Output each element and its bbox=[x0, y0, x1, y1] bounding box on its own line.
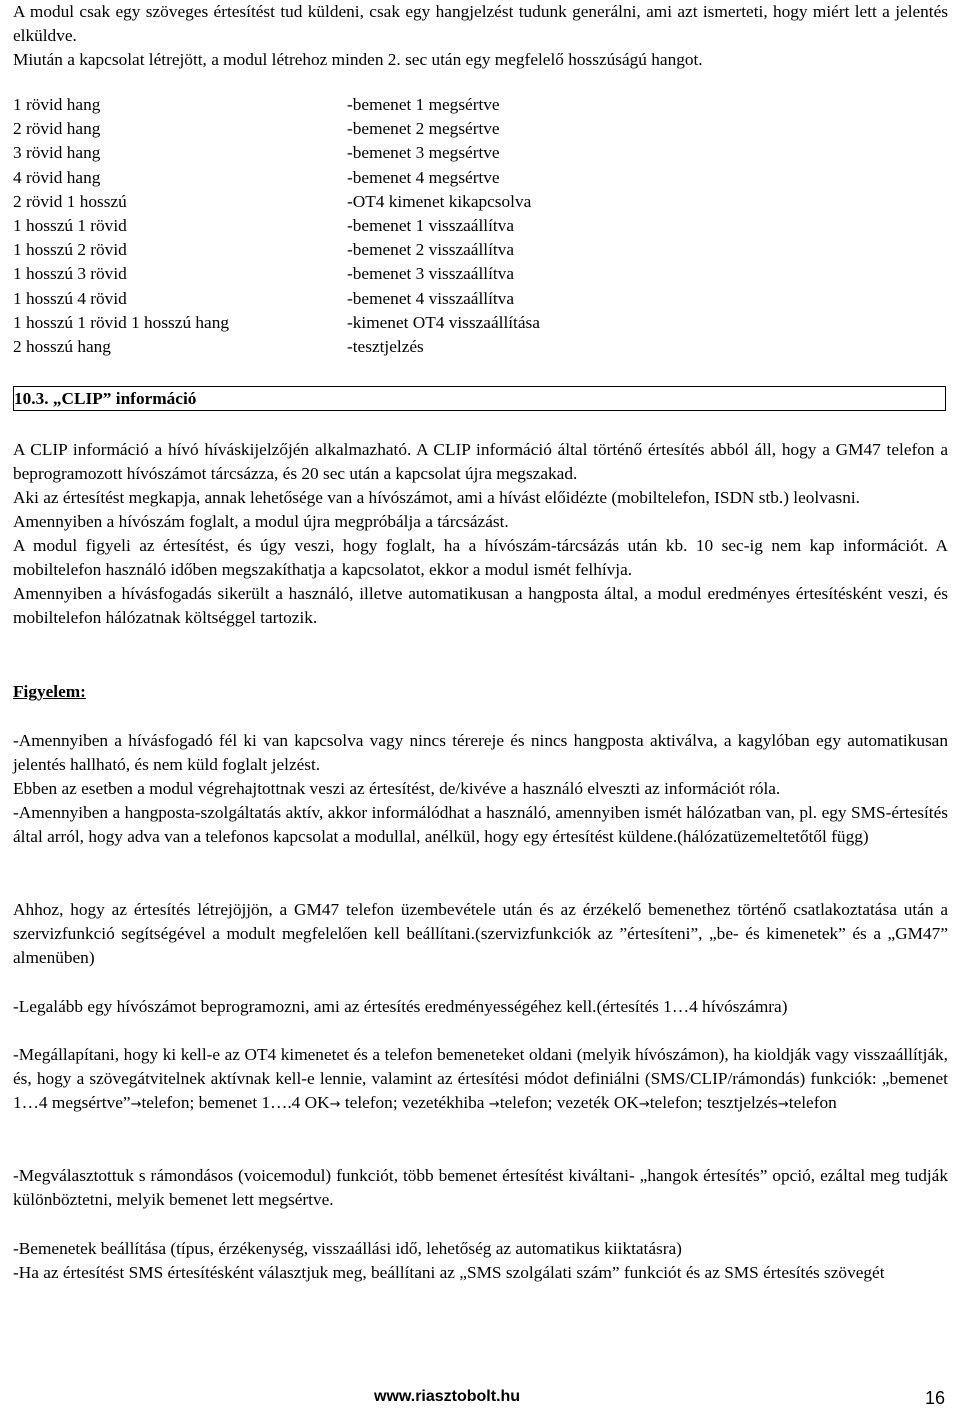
signal-row bbox=[13, 141, 948, 165]
signal-row bbox=[13, 238, 948, 262]
setup-paragraph-3 bbox=[13, 1043, 948, 1117]
signal-pattern: 2 rövid 1 hosszú bbox=[13, 191, 127, 211]
signal-meaning: -bemenet 2 visszaállítva bbox=[347, 240, 514, 260]
signal-row bbox=[13, 166, 948, 190]
footer-website-link[interactable]: www.riasztobolt.hu bbox=[374, 1388, 521, 1405]
signal-pattern: 1 hosszú 1 rövid bbox=[13, 215, 127, 235]
setup-paragraph-3-block bbox=[13, 1043, 948, 1117]
setup-paragraph-5: -Bemenetek beállítása (típus, érzékenység, visszaállási idő, lehetőség az automatikus kiiktatásra) bbox=[13, 1239, 682, 1258]
intro-text bbox=[13, 0, 948, 72]
setup-p3-text-d: telefon; vezeték OK bbox=[499, 1093, 639, 1112]
setup-paragraph-2: -Legalább egy hívószámot beprogramozni, ami az értesítés eredményességéhez kell.(értesítés 1…4 hívószámra) bbox=[13, 997, 788, 1016]
signal-meaning: -bemenet 1 megsértve bbox=[347, 95, 500, 114]
intro-line-2: Miután a kapcsolat létrejött, a modul létrehoz minden 2. sec után egy megfelelő hosszúságú hangot. bbox=[13, 50, 703, 69]
intro-line-1: A modul csak egy szöveges értesítést tud küldeni, csak egy hangjelzést tudunk generálni, ami azt ismerteti, hogy miért lett a jelentés elküldve. bbox=[13, 2, 948, 45]
signal-pattern: 1 hosszú 3 rövid bbox=[13, 264, 127, 284]
signal-pattern: 1 hosszú 1 rövid 1 hosszú hang bbox=[13, 312, 229, 332]
signal-meaning: -bemenet 3 megsértve bbox=[347, 143, 500, 163]
setup-paragraph-1-block bbox=[13, 898, 948, 970]
signal-meaning: -OT4 kimenet kikapcsolva bbox=[347, 191, 532, 211]
setup-paragraph-6: -Ha az értesítést SMS értesítésként választjuk meg, beállítani az „SMS szolgálati szám” funkciót és az SMS értesítés szövegét bbox=[13, 1263, 885, 1282]
signal-meaning: -bemenet 3 visszaállítva bbox=[347, 264, 514, 284]
signal-meaning: -tesztjelzés bbox=[347, 336, 424, 356]
signal-row bbox=[13, 214, 948, 238]
page-number: 16 bbox=[925, 1388, 946, 1408]
section-heading: 10.3. „CLIP” információ bbox=[13, 386, 946, 411]
setup-p3-text-c: telefon; vezetékhiba bbox=[344, 1093, 489, 1112]
signal-row bbox=[13, 287, 948, 311]
setup-p3-text-f: telefon bbox=[788, 1093, 837, 1112]
signal-row bbox=[13, 117, 948, 141]
signal-meaning: -bemenet 4 visszaállítva bbox=[347, 288, 514, 308]
setup-p3-text-e: telefon; tesztjelzés bbox=[649, 1093, 778, 1112]
figyelem-heading: Figyelem: bbox=[13, 682, 86, 701]
figyelem-paragraph-2: Ebben az esetben a modul végrehajtottnak veszi az értesítést, de/kivéve a használó elveszti az információt róla. bbox=[13, 779, 781, 798]
clip-paragraph-3: Amennyiben a hívószám foglalt, a modul újra megpróbálja a tárcsázást. bbox=[13, 512, 509, 531]
signal-meaning: -bemenet 2 megsértve bbox=[347, 119, 500, 139]
signal-pattern: 3 rövid hang bbox=[13, 143, 101, 163]
signal-row bbox=[13, 93, 948, 117]
signal-pattern: 2 hosszú hang bbox=[13, 336, 111, 356]
clip-paragraph-1: A CLIP információ a hívó híváskijelzőjén alkalmazható. A CLIP információ által történő értesítés abból áll, hogy a GM47 telefon a beprogramozott hívószámot tárcsázza, és 20 sec után a kapcsolat újra megszakad. bbox=[13, 440, 948, 483]
arrow-icon: → bbox=[488, 1097, 500, 1112]
figyelem-title bbox=[13, 680, 948, 704]
clip-paragraph-5: Amennyiben a hívásfogadás sikerült a használó, illetve automatikusan a hangposta által, a modul eredményes értesítésként veszi, és mobiltelefon hálózatnak költséggel tartozik. bbox=[13, 584, 948, 627]
signal-meaning: -kimenet OT4 visszaállítása bbox=[347, 312, 540, 332]
setup-p3-text-b: telefon; bemenet 1….4 OK bbox=[141, 1093, 330, 1112]
arrow-icon: → bbox=[777, 1097, 789, 1112]
setup-paragraph-4-block bbox=[13, 1164, 948, 1212]
signal-meaning: -bemenet 4 megsértve bbox=[347, 167, 500, 187]
signal-row bbox=[13, 190, 948, 214]
signal-pattern: 4 rövid hang bbox=[13, 167, 101, 187]
clip-paragraph-4: A modul figyeli az értesítést, és úgy veszi, hogy foglalt, ha a hívószám-tárcsázás után kb. 10 sec-ig nem kap információt. A mobiltelefon használó időben megszakíthatja a kapcsolatot, ekkor a modul ismét felhívja. bbox=[13, 536, 948, 579]
setup-paragraph-1: Ahhoz, hogy az értesítés létrejöjjön, a GM47 telefon üzembevétele után és az érzékelő bemenethez történő csatlakoztatása után a szervizfunkció segítségével a modult megfelelően kell beállítani.(szervizfunkciók az ”értesíteni”, „be- és kimenetek” és a „GM47” almenüben) bbox=[13, 900, 948, 967]
setup-paragraph-4: -Megválasztottuk s rámondásos (voicemodul) funkciót, több bemenet értesítést kiváltani- „hangok értesítés” opció, ezáltal meg tudják különböztetni, melyik bemenet lett megsértve. bbox=[13, 1166, 948, 1209]
figyelem-body bbox=[13, 729, 948, 849]
signal-row bbox=[13, 335, 948, 359]
signal-pattern: 2 rövid hang bbox=[13, 119, 101, 139]
setup-paragraph-5-block bbox=[13, 1237, 948, 1285]
setup-paragraph-2-block bbox=[13, 995, 948, 1019]
signal-pattern: 1 hosszú 2 rövid bbox=[13, 240, 127, 260]
signal-row bbox=[13, 262, 948, 286]
signal-table bbox=[13, 93, 948, 359]
signal-row bbox=[13, 311, 948, 335]
arrow-icon: → bbox=[130, 1097, 142, 1112]
signal-pattern: 1 rövid hang bbox=[13, 95, 101, 114]
clip-section-body bbox=[13, 438, 948, 630]
arrow-icon: → bbox=[329, 1097, 341, 1112]
clip-paragraph-2: Aki az értesítést megkapja, annak lehetősége van a hívószámot, ami a hívást előidézte (mobiltelefon, ISDN stb.) leolvasni. bbox=[13, 488, 861, 507]
signal-pattern: 1 hosszú 4 rövid bbox=[13, 288, 127, 308]
arrow-icon: → bbox=[638, 1097, 650, 1112]
figyelem-paragraph-1: -Amennyiben a hívásfogadó fél ki van kapcsolva vagy nincs térereje és nincs hangposta aktiválva, a kagylóban egy automatikusan jelentés hallható, és nem küld foglalt jelzést. bbox=[13, 731, 948, 774]
figyelem-paragraph-3: -Amennyiben a hangposta-szolgáltatás aktív, akkor informálódhat a használó, amennyiben ismét hálózatban van, pl. egy SMS-értesítés által arról, hogy adva van a telefonos kapcsolat a modullal, anélkül, hogy egy értesítést küldene.(hálózatüzemeltetőtől függ) bbox=[13, 803, 948, 846]
signal-meaning: -bemenet 1 visszaállítva bbox=[347, 215, 514, 235]
setup-p3-text-a: -Megállapítani, hogy ki kell-e az OT4 kimenetet és a telefon bemeneteket oldani (melyik hívószámon), ha kioldják vagy visszaállítják, és, hogy a szövegátvitelnek aktívnak kell-e lennie, valamint az értesítési módot definiálni (SMS/CLIP/rámondás) funkciók: „bemenet 1…4 megsértve” bbox=[13, 1045, 948, 1112]
